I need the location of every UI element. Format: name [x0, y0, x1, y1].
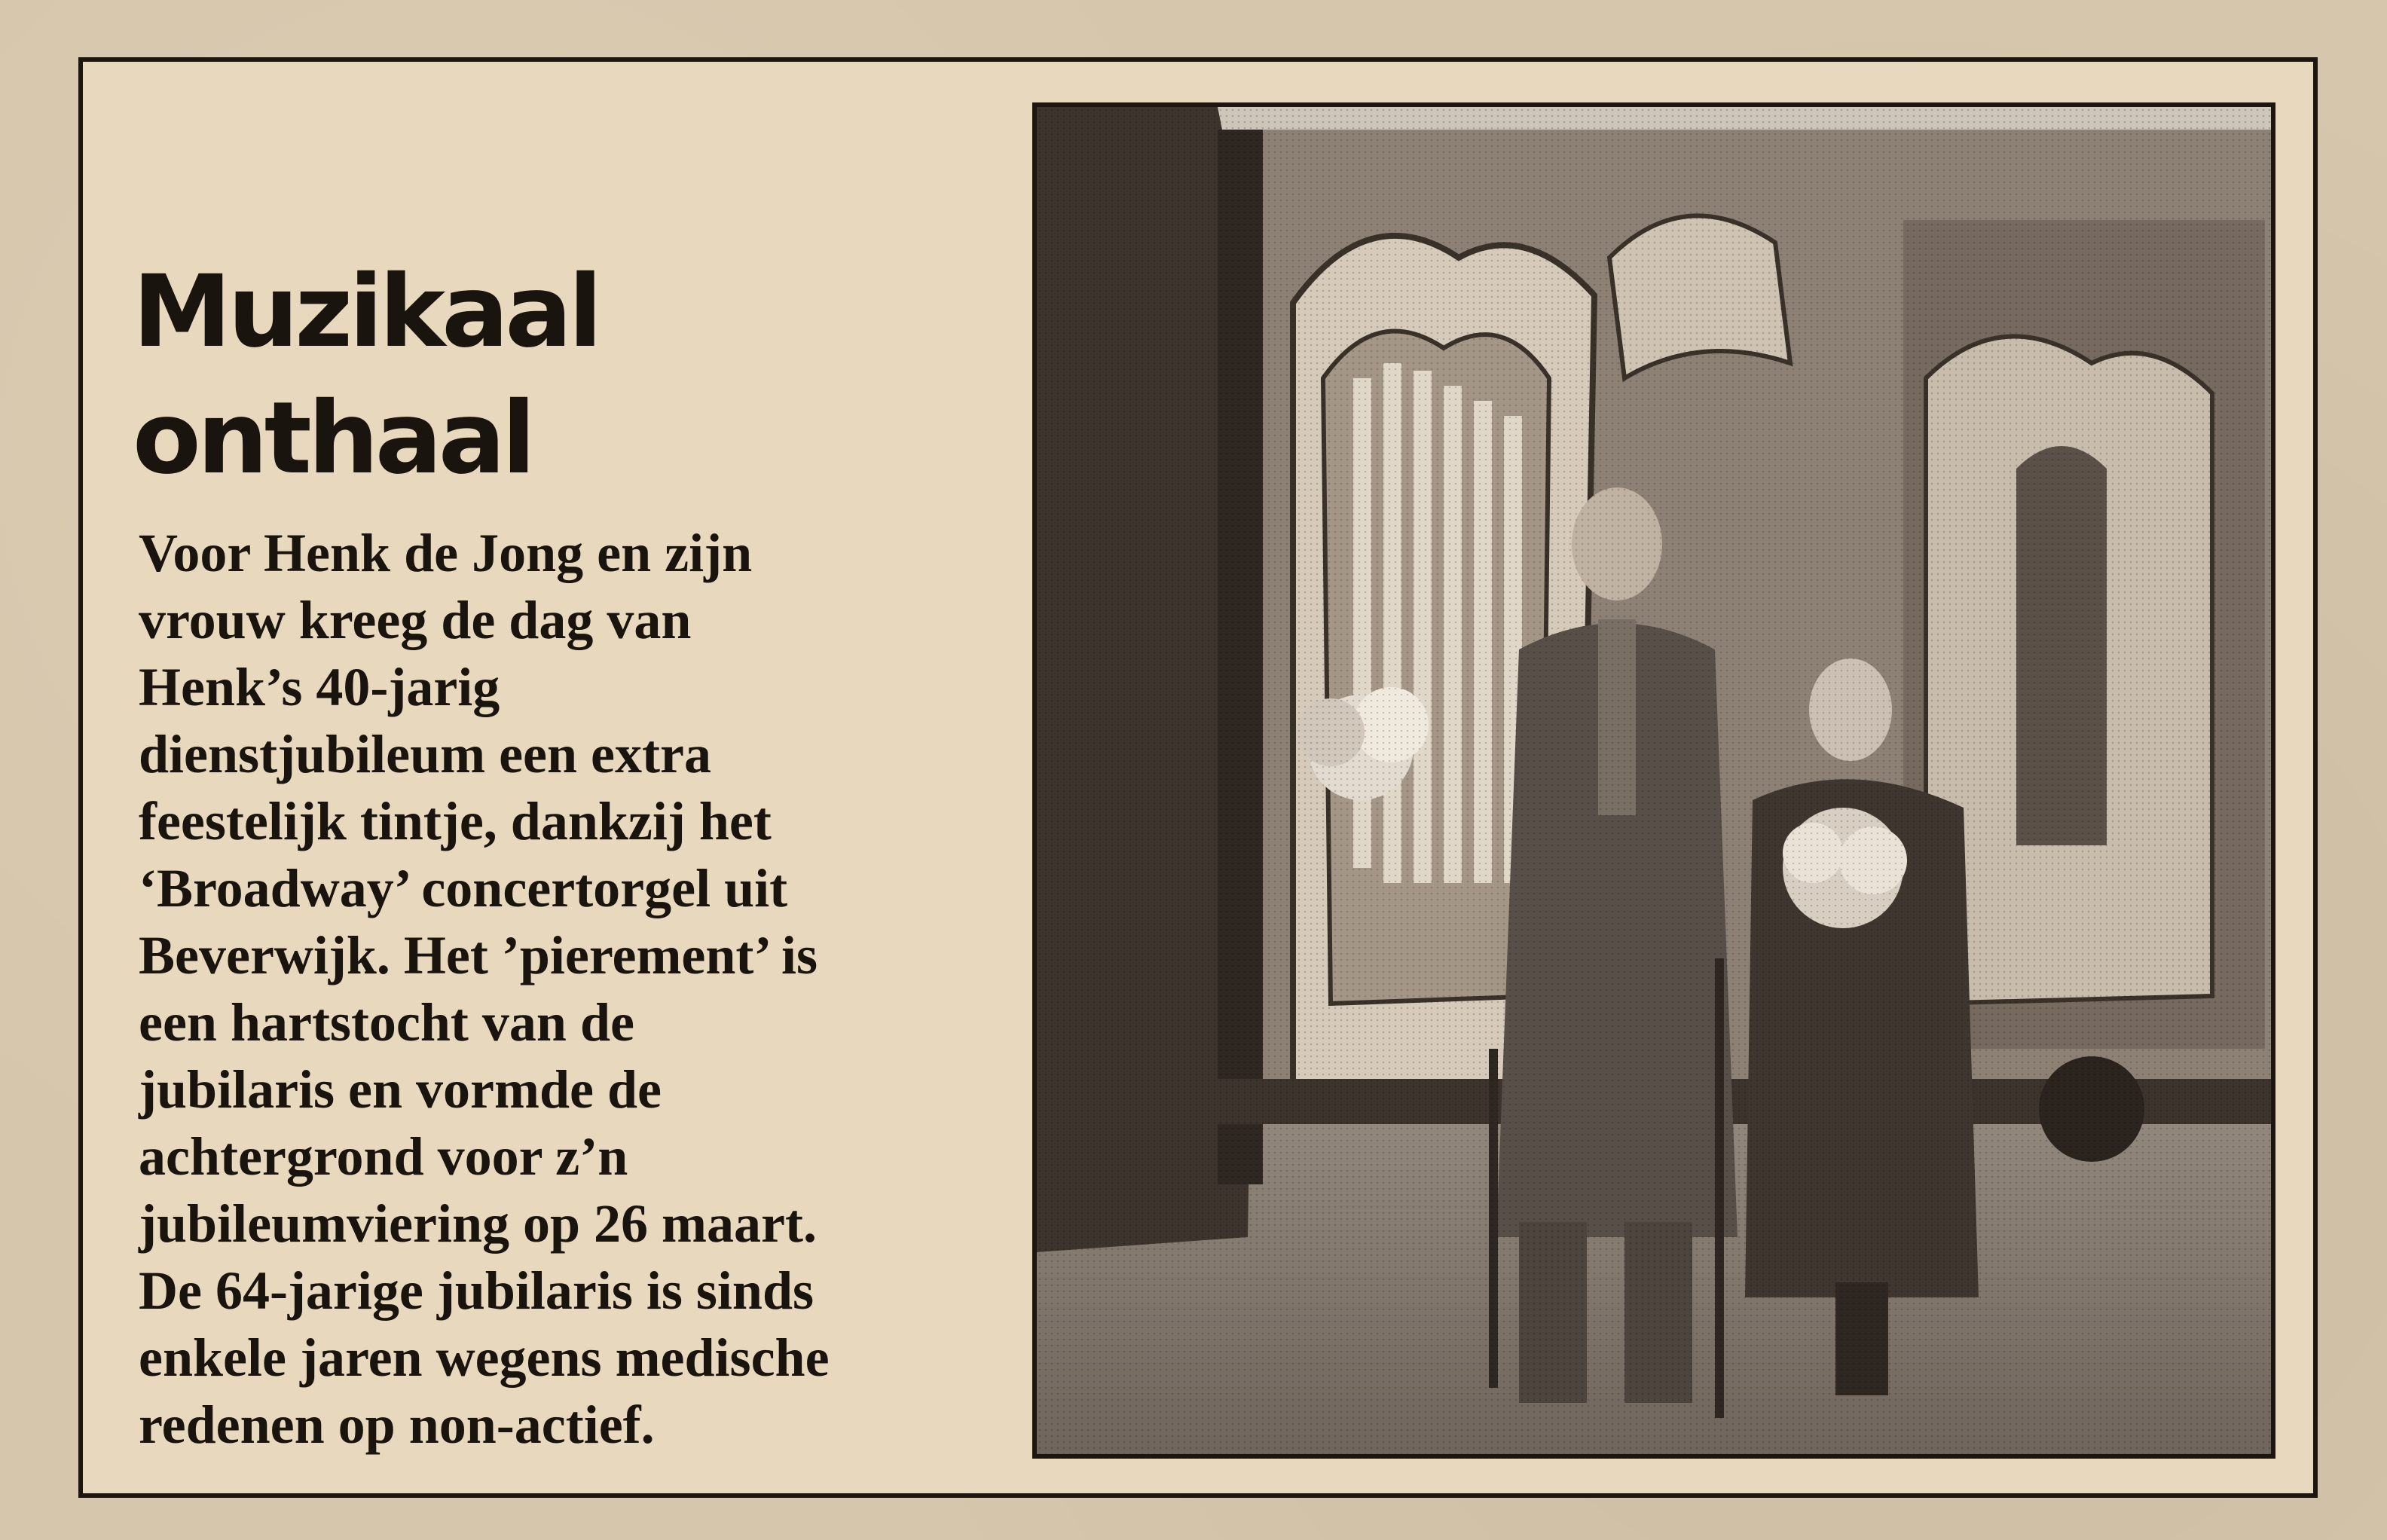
body-line: redenen op non-actief. [139, 1395, 655, 1455]
headline-line-1: Muzikaal [133, 254, 599, 370]
article-headline [133, 249, 599, 502]
body-line: een hartstocht van de [139, 992, 634, 1053]
headline-line-2: onthaal [133, 380, 533, 497]
article-body [139, 520, 998, 1459]
body-line: Henk’s 40-jarig [139, 657, 500, 717]
body-line: achtergrond voor z’n [139, 1126, 628, 1187]
body-line: Voor Henk de Jong en zijn [139, 523, 753, 583]
body-line: enkele jaren wegens medische [139, 1328, 830, 1388]
body-line: ‘Broadway’ concertorgel uit [139, 858, 788, 918]
body-line: vrouw kreeg de dag van [139, 590, 692, 650]
body-line: jubilaris en vormde de [139, 1059, 662, 1120]
body-line: jubileumviering op 26 maart. [139, 1193, 817, 1254]
body-line: Beverwijk. Het ’pierement’ is [139, 925, 818, 985]
body-line: feestelijk tintje, dankzij het [139, 791, 772, 851]
body-line: De 64-jarige jubilaris is sinds [139, 1260, 815, 1321]
article-photo [1032, 102, 2275, 1459]
body-line: dienstjubileum een extra [139, 724, 711, 784]
